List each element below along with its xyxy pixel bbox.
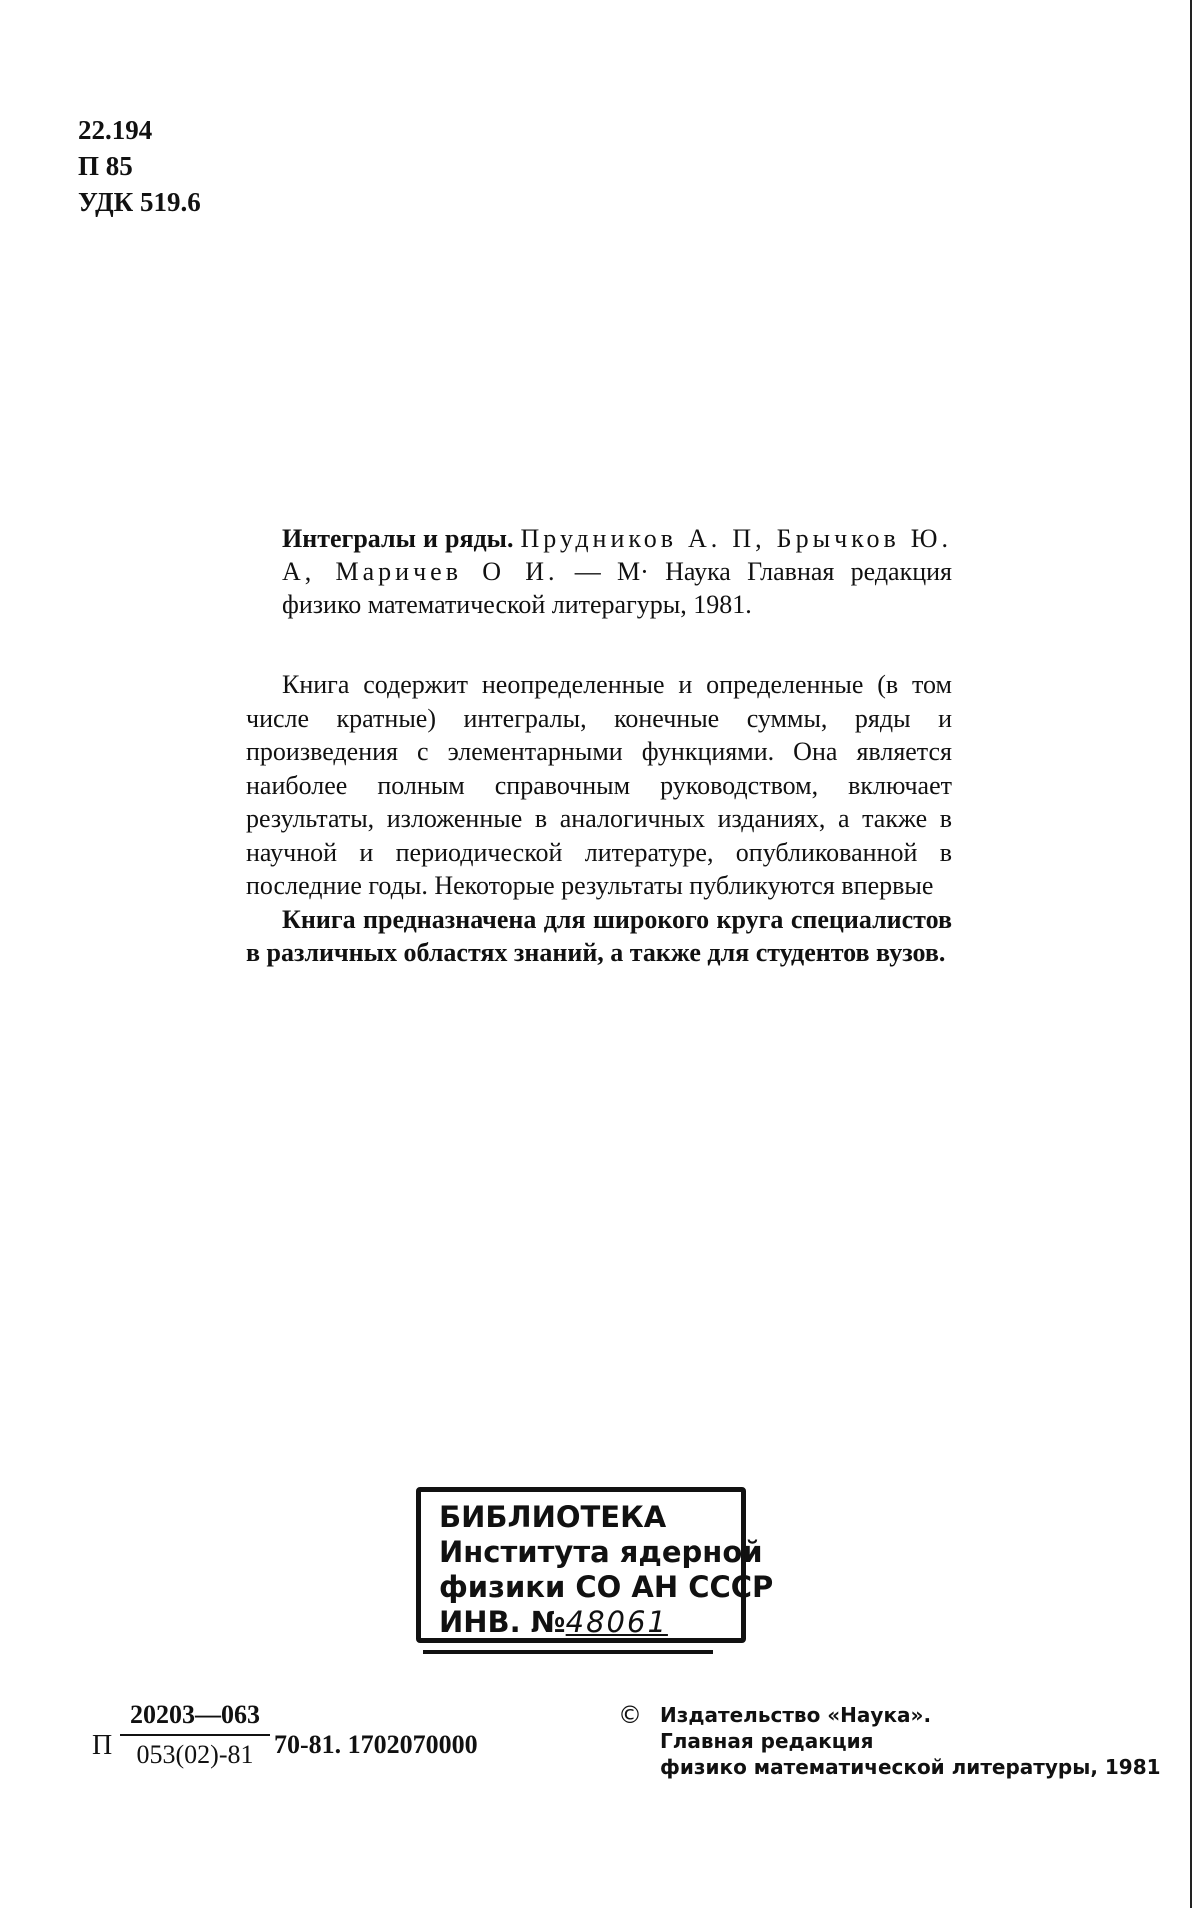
bibliographic-record xyxy=(282,522,952,621)
udc-code: УДК 519.6 xyxy=(78,187,201,217)
library-stamp xyxy=(416,1487,774,1643)
classification-codes xyxy=(78,112,201,220)
stamp-line-1: БИБЛИОТЕКА xyxy=(439,1500,667,1534)
stamp-line-3: физики СО АН СССР xyxy=(439,1570,774,1604)
copyright-icon: © xyxy=(618,1701,642,1729)
copyright-line-3: физико математической литературы, 1981 xyxy=(660,1755,1161,1779)
pubcode-fraction xyxy=(120,1700,270,1770)
pubcode-numerator: 20203—063 xyxy=(120,1700,270,1736)
stamp-inventory-number: 48061 xyxy=(565,1605,668,1639)
pubcode-denominator: 053(02)-81 xyxy=(136,1740,254,1769)
book-title: Интегралы и ряды. xyxy=(282,524,514,553)
annotation-paragraph-1: Книга содержит неопределенные и определенные (в том числе кратные) интегралы, конечные суммы, ряды и произведения с элементарными функциями. Она является наиболее полным справочным руководством, включает результаты, изложенные в аналогичных изданиях, а также в научной и периодической литературе, опубликованной в последние годы. Некоторые результаты публикуются впервые xyxy=(246,670,952,900)
pubcode-tail: 70-81. 1702070000 xyxy=(274,1730,478,1759)
stamp-inventory xyxy=(439,1605,727,1640)
copyright-block xyxy=(618,1702,1161,1780)
author-mark: П 85 xyxy=(78,151,133,181)
pubcode-letter: П xyxy=(92,1730,113,1761)
stamp-line-2: Института ядерной xyxy=(439,1535,763,1569)
book-authors: Прудников А. П, Брычков Ю. А, Маричев О И. xyxy=(282,524,953,586)
page-edge-rule xyxy=(1190,0,1192,1908)
annotation xyxy=(246,668,952,970)
book-publisher: — М· Наука Главная редакция физико математической литерагуры, xyxy=(282,557,953,619)
bbk-code: 22.194 xyxy=(78,115,153,145)
book-year: 1981. xyxy=(693,590,752,619)
stamp-underline xyxy=(423,1650,713,1654)
copyright-line-2: Главная редакция xyxy=(660,1729,874,1753)
copyright-line-1: Издательство «Наука». xyxy=(660,1703,932,1727)
annotation-paragraph-2: Книга предназначена для широкого круга специалистов в различных областях знаний, а также для студентов вузов. xyxy=(246,904,952,967)
stamp-inventory-label: ИНВ. № xyxy=(439,1605,566,1639)
